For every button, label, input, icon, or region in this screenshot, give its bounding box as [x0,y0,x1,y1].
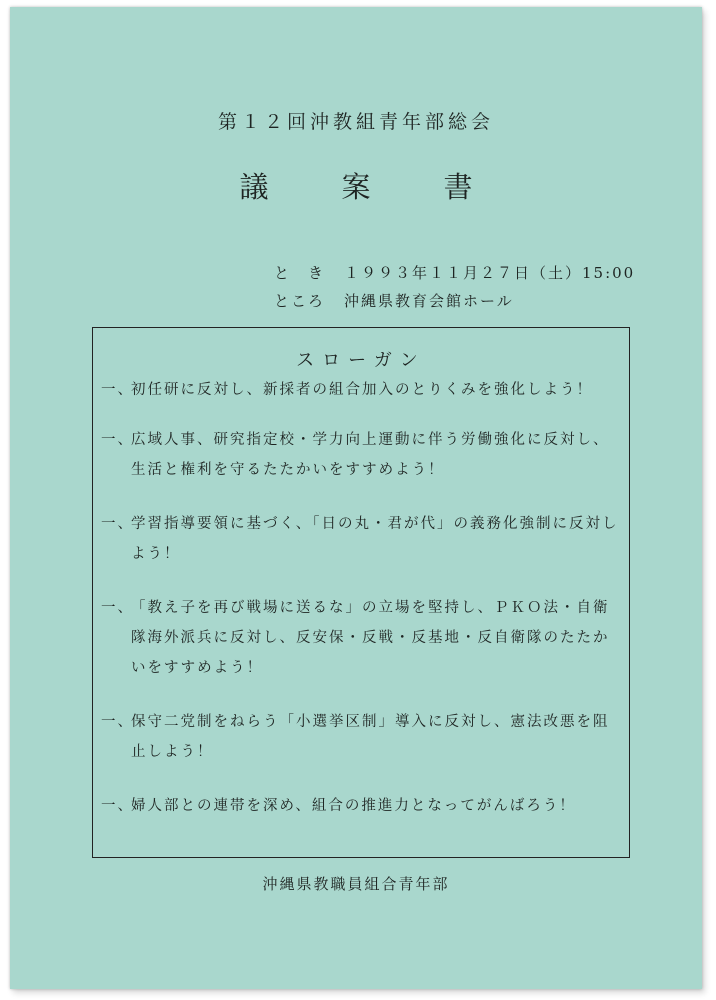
date-value: １９９３年１１月２７日（土）15:00 [344,264,636,282]
meeting-date-line [274,262,635,283]
slogan-item-text: 「教え子を再び戦場に送るな」の立場を堅持し、ＰＫＯ法・自衛隊海外派兵に反対し、反安保・反戦・反基地・反自衛隊のたたかいをすすめよう！ [131,600,610,676]
slogan-item-text: 初任研に反対し、新採者の組合加入のとりくみを強化しよう！ [131,382,593,398]
slogan-item [101,593,621,683]
slogan-item [101,707,621,767]
slogan-item-text: 広域人事、研究指定校・学力向上運動に伴う労働強化に反対し、生活と権利を守るたたかいをすすめよう！ [131,432,610,478]
slogan-item [101,509,621,569]
slogan-box [92,327,630,858]
slogan-item-text: 学習指導要領に基づく、「日の丸・君が代」の義務化強制に反対しよう！ [131,516,619,562]
slogan-item [101,425,621,485]
venue-label: ところ [274,292,326,310]
slogan-item-mark: 一、 [101,600,134,616]
meeting-venue-line [274,290,514,311]
slogan-item-mark: 一、 [101,432,134,448]
slogan-item-mark: 一、 [101,382,134,398]
slogan-item-text: 保守二党制をねらう「小選挙区制」導入に反対し、憲法改悪を阻止しよう！ [131,714,610,760]
slogan-list [101,375,621,845]
venue-value: 沖縄県教育会館ホール [344,292,514,310]
slogan-item-mark: 一、 [101,798,134,814]
slogan-item [101,375,621,405]
slogan-item-mark: 一、 [101,516,134,532]
slogan-item-text: 婦人部との連帯を深め、組合の推進力となってがんばろう！ [131,798,576,814]
document-page [10,7,702,989]
slogan-heading: スローガン [296,350,426,371]
date-label: と き [274,264,326,282]
organization-name: 沖縄県教職員組合青年部 [262,875,450,893]
slogan-item [101,791,621,821]
meeting-heading: 第１２回沖教組青年部総会 [217,111,494,133]
slogan-item-mark: 一、 [101,714,134,730]
document-title: 議 案 書 [239,170,495,204]
